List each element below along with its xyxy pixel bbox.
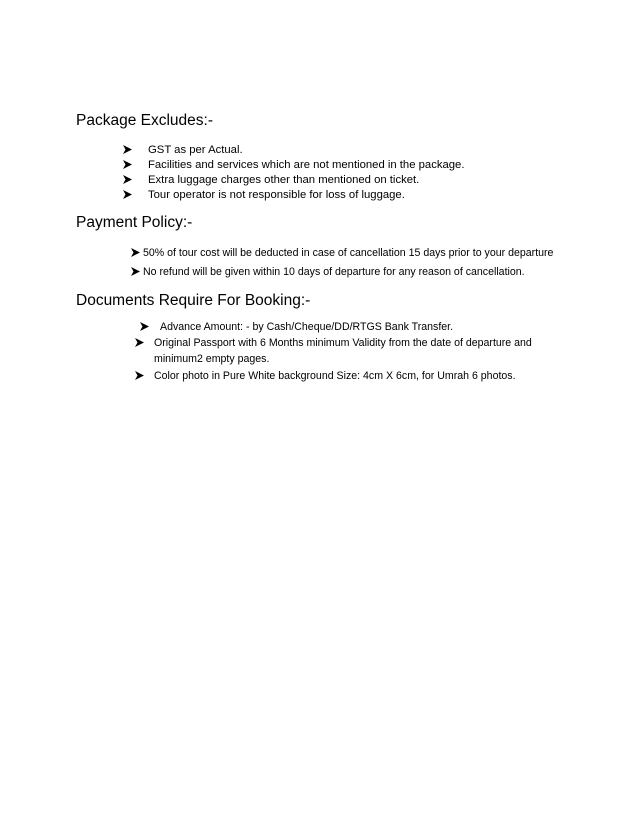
arrowhead-bullet-icon xyxy=(130,247,141,258)
arrowhead-bullet-icon xyxy=(134,370,145,381)
package-excludes-heading: Package Excludes:- xyxy=(76,112,213,129)
list-item-text: Original Passport with 6 Months minimum Validity from the date of departure and xyxy=(154,337,532,349)
payment-policy-heading: Payment Policy:- xyxy=(76,214,193,231)
documents-heading: Documents Require For Booking:- xyxy=(76,292,311,309)
list-item-text: Facilities and services which are not mentioned in the package. xyxy=(148,159,465,171)
arrowhead-bullet-icon xyxy=(134,337,145,348)
arrowhead-bullet-icon xyxy=(122,159,133,170)
list-item-text: minimum2 empty pages. xyxy=(154,353,270,365)
arrowhead-bullet-icon xyxy=(122,174,133,185)
arrowhead-bullet-icon xyxy=(122,144,133,155)
list-item-text: Tour operator is not responsible for loss of luggage. xyxy=(148,189,405,201)
list-item-text: GST as per Actual. xyxy=(148,144,243,156)
arrowhead-bullet-icon xyxy=(122,189,133,200)
list-item-text: Extra luggage charges other than mentioned on ticket. xyxy=(148,174,420,186)
list-item-text: Color photo in Pure White background Size: 4cm X 6cm, for Umrah 6 photos. xyxy=(154,370,516,382)
list-item-text: 50% of tour cost will be deducted in case of cancellation 15 days prior to your departure xyxy=(143,247,554,259)
list-item-text: No refund will be given within 10 days of departure for any reason of cancellation. xyxy=(143,266,525,278)
arrowhead-bullet-icon xyxy=(130,266,141,277)
arrowhead-bullet-icon xyxy=(139,321,150,332)
list-item-text: Advance Amount: - by Cash/Cheque/DD/RTGS Bank Transfer. xyxy=(160,321,454,333)
